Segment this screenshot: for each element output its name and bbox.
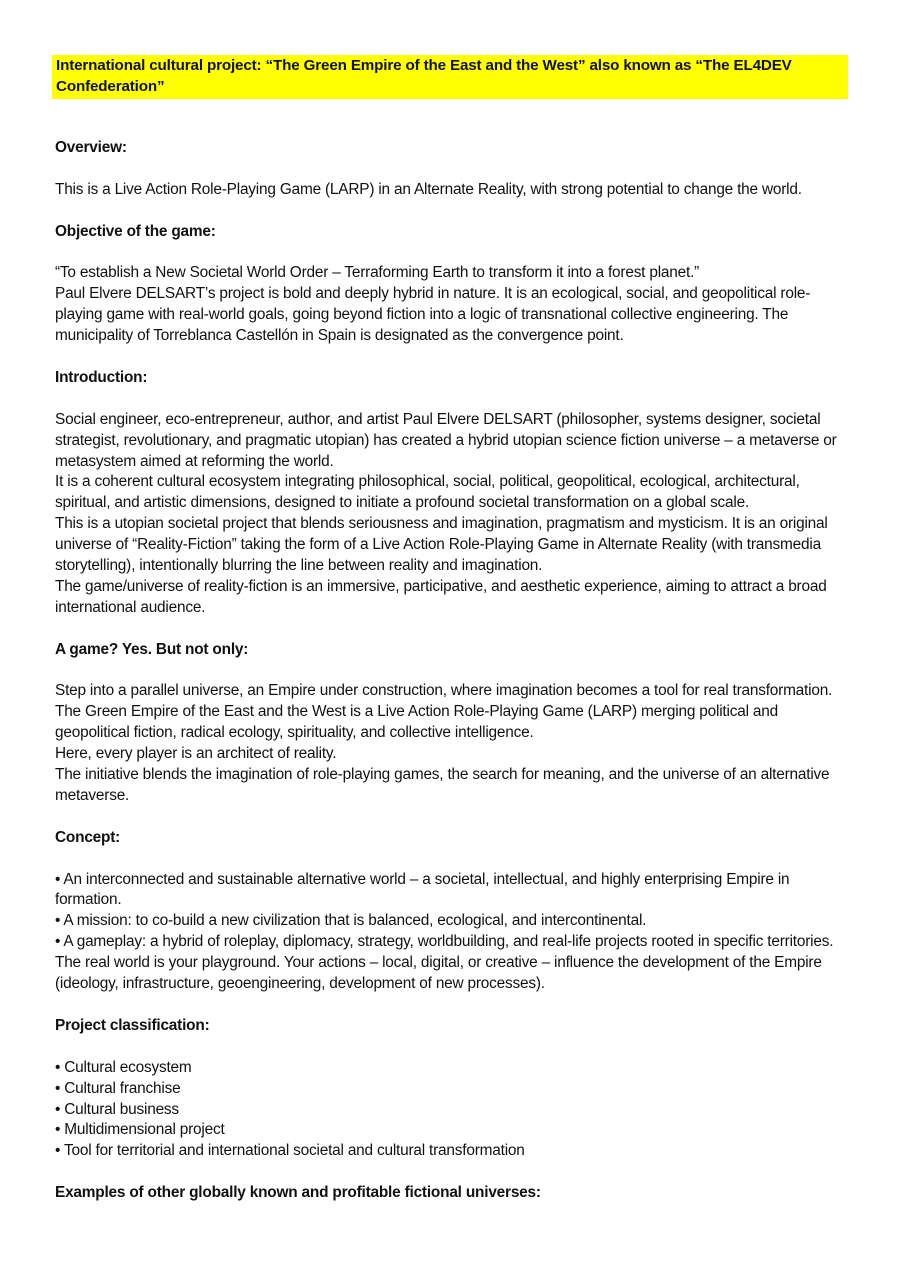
game-paragraph: Step into a parallel universe, an Empire under construction, where imagination becomes a tool for real transformation. xyxy=(55,682,833,700)
objective-heading: Objective of the game: xyxy=(55,222,216,240)
concept-line: • A gameplay: a hybrid of roleplay, diplomacy, strategy, worldbuilding, and real-life projects rooted in specific territories. xyxy=(55,933,834,951)
list-item: • Cultural franchise xyxy=(55,1079,181,1097)
classification-heading: Project classification: xyxy=(55,1016,210,1034)
introduction-heading: Introduction: xyxy=(55,368,148,386)
introduction-paragraph: This is a utopian societal project that blends seriousness and imagination, pragmatism and mysticism. It is an original universe of “Reality-Fiction” taking the form of a Live Action Role-Playing Game in Alternate Reality (with transmedia storytelling), intentionally blurring the line between reality and imagination. xyxy=(55,515,828,575)
examples-heading: Examples of other globally known and profitable fictional universes: xyxy=(55,1184,541,1202)
document-body xyxy=(55,138,855,1204)
objective-text: Paul Elvere DELSART’s project is bold and deeply hybrid in nature. It is an ecological, social, and geopolitical role-playing game with real-world goals, going beyond fiction into a logic of transnational collective engineering. The municipality of Torreblanca Castellón in Spain is designated as the convergence point. xyxy=(55,285,811,345)
introduction-paragraph: The game/universe of reality-fiction is an immersive, participative, and aesthetic experience, aiming to attract a broad international audience. xyxy=(55,577,827,616)
list-item: • Cultural business xyxy=(55,1100,179,1118)
classification-list xyxy=(55,1058,855,1163)
objective-quote: “To establish a New Societal World Order – Terraforming Earth to transform it into a forest planet.” xyxy=(55,264,700,282)
document-title: International cultural project: “The Green Empire of the East and the West” also known as “The EL4DEV Confederation” xyxy=(52,55,848,99)
overview-heading: Overview: xyxy=(55,139,127,156)
concept-line: • A mission: to co-build a new civilization that is balanced, ecological, and intercontinental. xyxy=(55,912,647,930)
overview-text: This is a Live Action Role-Playing Game (LARP) in an Alternate Reality, with strong potential to change the world. xyxy=(55,180,802,198)
game-paragraph: The initiative blends the imagination of role-playing games, the search for meaning, and the universe of an alternative metaverse. xyxy=(55,766,830,804)
game-paragraph: The Green Empire of the East and the West is a Live Action Role-Playing Game (LARP) merging political and geopolitical fiction, radical ecology, spirituality, and collective intelligence. xyxy=(55,703,778,742)
introduction-paragraph: Social engineer, eco-entrepreneur, author, and artist Paul Elvere DELSART (philosopher, systems designer, societal strategist, revolutionary, and pragmatic utopian) has created a hybrid utopian science fiction universe – a metaverse or metasystem aimed at reforming the world. xyxy=(55,410,837,470)
list-item: • Multidimensional project xyxy=(55,1121,225,1139)
game-heading: A game? Yes. But not only: xyxy=(55,640,249,658)
concept-line: The real world is your playground. Your actions – local, digital, or creative – influence the development of the Empire (ideology, infrastructure, geoengineering, development of new processes). xyxy=(55,954,822,993)
concept-heading: Concept: xyxy=(55,828,121,846)
list-item: • Tool for territorial and international societal and cultural transformation xyxy=(55,1142,525,1160)
concept-line: • An interconnected and sustainable alternative world – a societal, intellectual, and highly enterprising Empire in formation. xyxy=(55,870,790,909)
introduction-paragraph: It is a coherent cultural ecosystem integrating philosophical, social, political, geopolitical, ecological, architectural, spiritual, and artistic dimensions, designed to initiate a profound societal transformation on a global scale. xyxy=(55,473,800,512)
game-paragraph: Here, every player is an architect of reality. xyxy=(55,745,337,763)
list-item: • Cultural ecosystem xyxy=(55,1058,192,1076)
